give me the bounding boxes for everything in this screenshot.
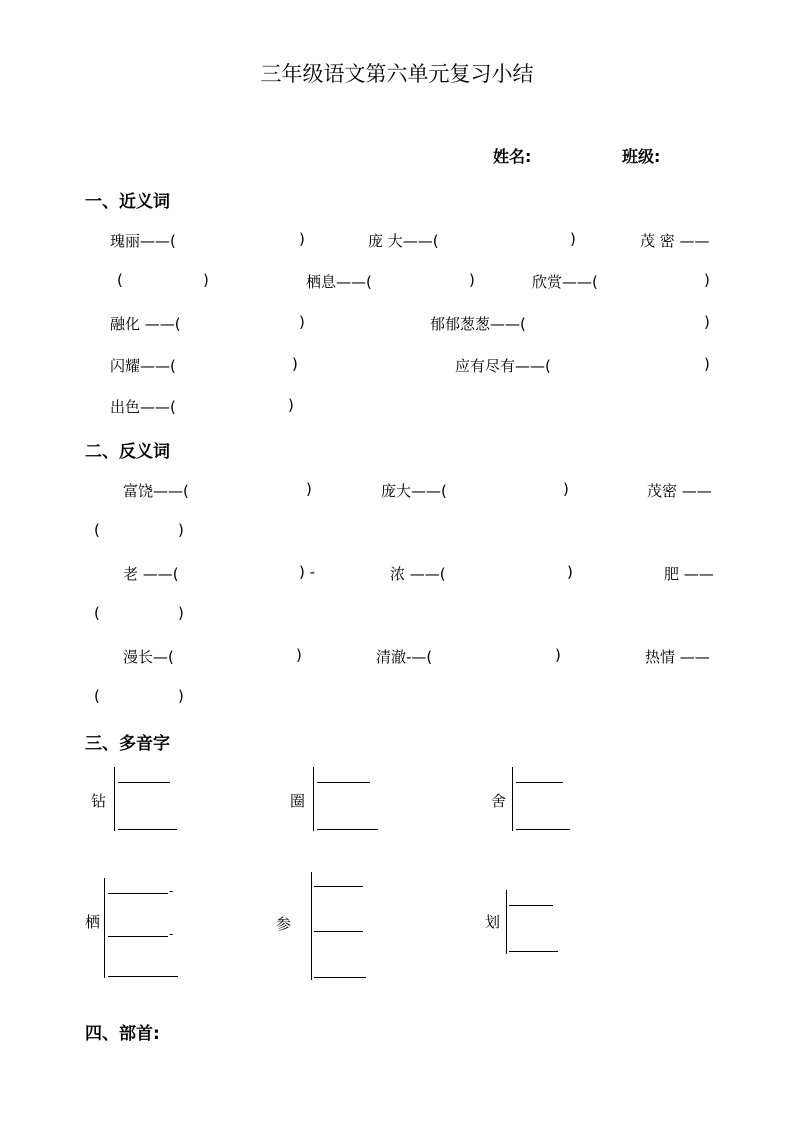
answer-line <box>509 951 558 952</box>
antonym-close: ) <box>178 604 184 622</box>
brace-icon <box>104 878 105 978</box>
antonym-item: 清澈-—( <box>376 648 433 666</box>
name-label: 姓名: <box>493 147 532 166</box>
antonym-open: ( <box>94 687 100 705</box>
antonym-item: 浓 ——( <box>390 565 446 583</box>
synonym-close: ) <box>203 271 209 289</box>
synonym-close: ) <box>704 313 710 331</box>
answer-line <box>314 886 363 887</box>
antonym-close: ) <box>563 480 569 498</box>
brace-icon <box>506 890 507 954</box>
synonym-item: 融化 ——( <box>110 315 181 333</box>
answer-line <box>108 936 168 937</box>
antonym-open: ( <box>94 604 100 622</box>
answer-line <box>314 977 366 978</box>
antonym-close: ) - <box>299 563 316 581</box>
brace-icon <box>311 872 312 980</box>
synonym-close: ) <box>299 230 305 248</box>
antonym-item: 富饶——( <box>123 482 189 500</box>
synonym-item: 应有尽有——( <box>455 357 551 375</box>
antonym-open: ( <box>94 521 100 539</box>
brace-icon <box>512 767 513 831</box>
antonym-item: 热情 —— <box>645 648 710 666</box>
synonym-close: ) <box>299 313 305 331</box>
answer-line <box>118 782 170 783</box>
answer-line <box>317 829 378 830</box>
polyphone-char: 划 <box>485 913 501 931</box>
synonym-item: 郁郁葱葱——( <box>430 315 526 333</box>
answer-line <box>516 829 570 830</box>
antonym-close: ) <box>555 646 561 664</box>
brace-icon <box>114 767 115 831</box>
brace-icon <box>313 767 314 831</box>
dash-mark: - <box>169 927 174 941</box>
answer-line <box>118 829 177 830</box>
synonym-close: ) <box>704 271 710 289</box>
antonym-close: ) <box>567 563 573 581</box>
antonym-item: 庞大——( <box>381 482 447 500</box>
answer-line <box>317 782 370 783</box>
antonym-close: ) <box>296 646 302 664</box>
page-title: 三年级语文第六单元复习小结 <box>260 62 534 86</box>
synonym-open: ( <box>117 271 123 289</box>
antonym-close: ) <box>178 687 184 705</box>
answer-line <box>108 893 168 894</box>
polyphone-char: 钻 <box>91 792 107 810</box>
polyphone-char: 参 <box>276 915 292 933</box>
synonym-close: ) <box>704 355 710 373</box>
antonym-item: 茂密 —— <box>647 482 712 500</box>
synonym-item: 欣赏——( <box>532 273 598 291</box>
section-heading-antonyms: 二、反义词 <box>85 442 170 462</box>
synonym-close: ) <box>288 396 294 414</box>
section-heading-radicals: 四、部首: <box>85 1024 160 1044</box>
class-label: 班级: <box>622 147 661 166</box>
dash-mark: - <box>169 884 174 898</box>
antonym-item: 肥 —— <box>664 565 714 583</box>
synonym-close: ) <box>570 230 576 248</box>
section-heading-synonyms: 一、近义词 <box>85 192 170 212</box>
answer-line <box>108 976 178 977</box>
synonym-item: 出色——( <box>110 398 176 416</box>
antonym-close: ) <box>178 521 184 539</box>
answer-line <box>516 782 563 783</box>
answer-line <box>314 931 363 932</box>
synonym-item: 庞 大——( <box>368 232 439 250</box>
synonym-item: 栖息——( <box>306 273 372 291</box>
synonym-item: 瑰丽——( <box>110 232 176 250</box>
polyphone-char: 舍 <box>491 792 507 810</box>
synonym-item: 闪耀——( <box>110 357 176 375</box>
answer-line <box>509 905 553 906</box>
antonym-item: 老 ——( <box>123 565 179 583</box>
antonym-item: 漫长—( <box>123 648 174 666</box>
polyphone-char: 栖 <box>85 913 101 931</box>
synonym-close: ) <box>292 355 298 373</box>
section-heading-polyphones: 三、多音字 <box>85 734 170 754</box>
synonym-close: ) <box>469 271 475 289</box>
synonym-item: 茂 密 —— <box>640 232 710 250</box>
polyphone-char: 圈 <box>290 792 306 810</box>
antonym-close: ) <box>306 480 312 498</box>
